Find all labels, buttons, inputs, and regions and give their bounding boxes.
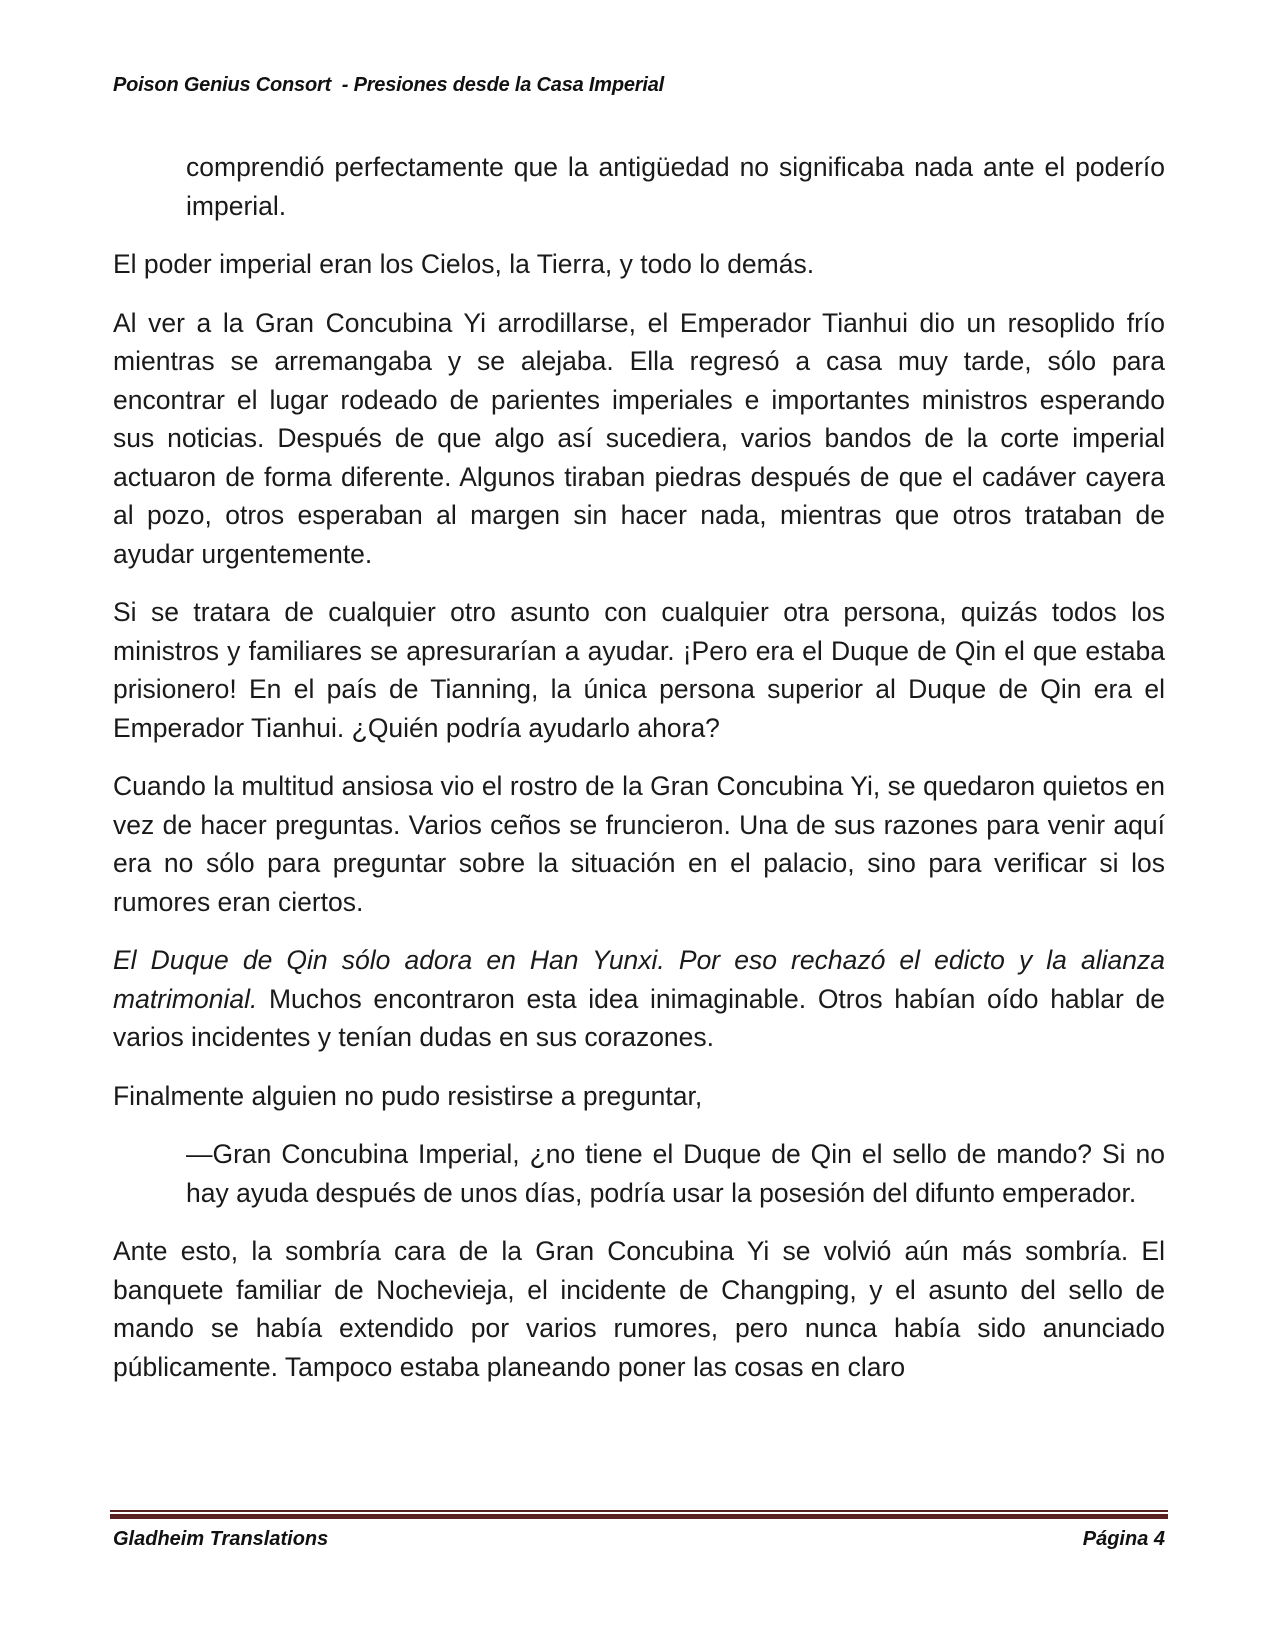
- paragraph-7: Finalmente alguien no pudo resistirse a preguntar,: [113, 1080, 703, 1111]
- footer-publisher: Gladheim Translations: [113, 1528, 329, 1550]
- body-text: [113, 148, 1165, 1406]
- footer-page-number: Página 4: [1082, 1528, 1165, 1550]
- paragraph-6-text: Muchos encontraron esta idea inimaginable. Otros habían oído hablar de varios incidentes y tenían dudas en sus corazones.: [113, 983, 1165, 1052]
- footer-divider-thin: [110, 1510, 1168, 1512]
- paragraph-1: comprendió perfectamente que la antigüedad no significaba nada ante el poderío imperial.: [186, 152, 1165, 221]
- page-header-title: Poison Genius Consort - Presiones desde la Casa Imperial: [113, 74, 664, 96]
- paragraph-8-dialogue: —Gran Concubina Imperial, ¿no tiene el Duque de Qin el sello de mando? Si no hay ayuda después de unos días, podría usar la posesión del difunto emperador.: [186, 1139, 1165, 1208]
- paragraph-3: Al ver a la Gran Concubina Yi arrodillarse, el Emperador Tianhui dio un resoplido frío mientras se arremangaba y se alejaba. Ella regresó a casa muy tarde, sólo para encontrar el lugar rodeado de parientes imperiales e importantes ministros esperando sus noticias. Después de que algo así sucediera, varios bandos de la corte imperial actuaron de forma diferente. Algunos tiraban piedras después de que el cadáver cayera al pozo, otros esperaban al margen sin hacer nada, mientras que otros trataban de ayudar urgentemente.: [113, 307, 1165, 569]
- paragraph-4: Si se tratara de cualquier otro asunto con cualquier otra persona, quizás todos los ministros y familiares se apresurarían a ayudar. ¡Pero era el Duque de Qin el que estaba prisionero! En el país de Tianning, la única persona superior al Duque de Qin era el Emperador Tianhui. ¿Quién podría ayudarlo ahora?: [113, 597, 1165, 743]
- paragraph-6-italic: El Duque de Qin sólo adora en Han Yunxi. Por eso rechazó el edicto y la alianza matrimonial.: [113, 945, 1165, 1014]
- footer-divider-thick: [110, 1514, 1168, 1519]
- footer-divider: [110, 1510, 1168, 1519]
- paragraph-2: El poder imperial eran los Cielos, la Tierra, y todo lo demás.: [113, 249, 815, 279]
- paragraph-6: [113, 941, 1165, 1057]
- paragraph-9: Ante esto, la sombría cara de la Gran Concubina Yi se volvió aún más sombría. El banquete familiar de Nochevieja, el incidente de Changping, y el asunto del sello de mando se había extendido por varios rumores, pero nunca había sido anunciado públicamente. Tampoco estaba planeando poner las cosas en claro: [113, 1236, 1165, 1382]
- paragraph-5: Cuando la multitud ansiosa vio el rostro de la Gran Concubina Yi, se quedaron quietos en vez de hacer preguntas. Varios ceños se fruncieron. Una de sus razones para venir aquí era no sólo para preguntar sobre la situación en el palacio, sino para verificar si los rumores eran ciertos.: [113, 771, 1165, 917]
